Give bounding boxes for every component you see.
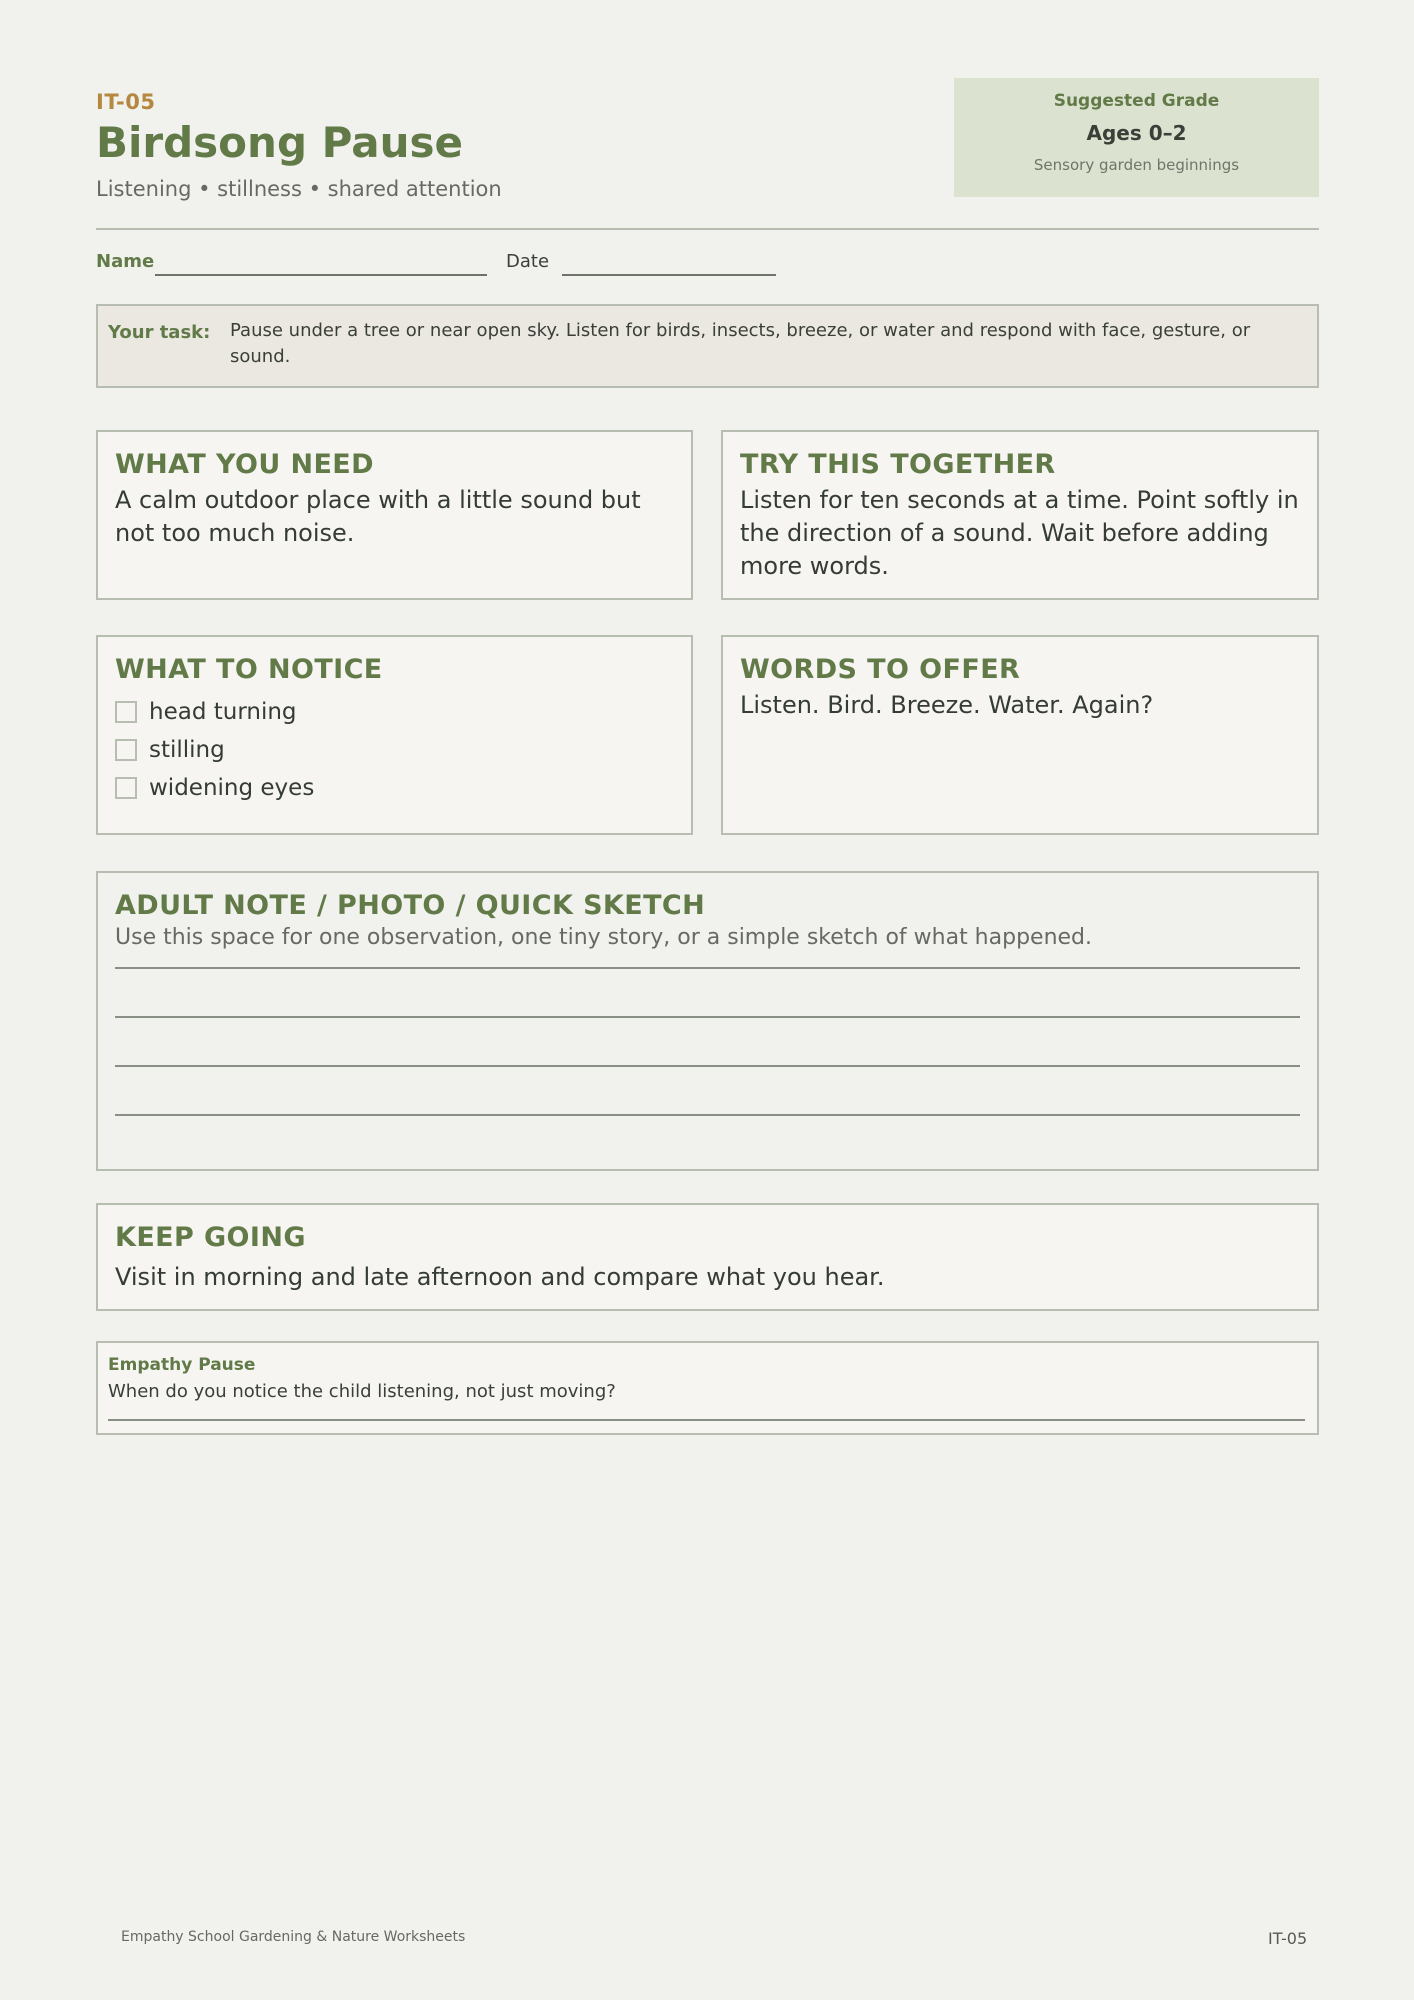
name-field[interactable]: [155, 274, 487, 276]
date-field[interactable]: [562, 274, 776, 276]
checklist-item-label: head turning: [149, 699, 297, 725]
checklist-item: [115, 731, 675, 769]
footer-code: IT-05: [1268, 1929, 1308, 1948]
footer-source: Empathy School Gardening & Nature Worksheets: [121, 1929, 466, 1945]
words-to-offer-card: [721, 635, 1319, 835]
writing-line[interactable]: [115, 1114, 1300, 1116]
try-this-together-card: [721, 430, 1319, 600]
adult-note-box: [96, 871, 1319, 1171]
task-box: [96, 304, 1319, 388]
what-you-need-card: [96, 430, 693, 600]
grade-note: Sensory garden beginnings: [1033, 156, 1240, 174]
checkbox[interactable]: [115, 701, 137, 723]
checkbox[interactable]: [115, 777, 137, 799]
checklist-item: [115, 693, 675, 731]
card-text: Visit in morning and late afternoon and compare what you hear.: [115, 1263, 885, 1291]
grade-box: [954, 78, 1319, 197]
checklist: [115, 693, 675, 807]
card-title: WORDS TO OFFER: [740, 654, 1021, 685]
checklist-item: [115, 769, 675, 807]
empathy-title: Empathy Pause: [108, 1355, 256, 1375]
card-text: Listen for ten seconds at a time. Point softly in the direction of a sound. Wait before adding more words.: [740, 486, 1299, 580]
empathy-prompt: When do you notice the child listening, not just moving?: [108, 1381, 616, 1402]
what-to-notice-card: [96, 635, 693, 835]
page-subtitle: Listening • stillness • shared attention: [96, 177, 502, 201]
note-title: ADULT NOTE / PHOTO / QUICK SKETCH: [115, 890, 706, 921]
card-title: TRY THIS TOGETHER: [740, 449, 1056, 480]
writing-line[interactable]: [115, 1065, 1300, 1067]
card-title: KEEP GOING: [115, 1222, 306, 1253]
worksheet-code: IT-05: [96, 90, 156, 114]
card-text: A calm outdoor place with a little sound but not too much noise.: [115, 486, 641, 547]
date-label: Date: [506, 251, 550, 272]
task-label: Your task:: [108, 322, 211, 343]
card-text: Listen. Bird. Breeze. Water. Again?: [740, 691, 1154, 719]
checkbox[interactable]: [115, 739, 137, 761]
card-title: WHAT YOU NEED: [115, 449, 374, 480]
writing-line[interactable]: [115, 967, 1300, 969]
header-divider: [96, 228, 1319, 230]
keep-going-card: [96, 1203, 1319, 1311]
card-title: WHAT TO NOTICE: [115, 654, 383, 685]
note-instructions: Use this space for one observation, one tiny story, or a simple sketch of what happened.: [115, 925, 1093, 950]
grade-value: Ages 0–2: [1086, 121, 1187, 145]
checklist-item-label: widening eyes: [149, 775, 315, 801]
checklist-item-label: stilling: [149, 737, 225, 763]
empathy-pause-box: [96, 1341, 1319, 1435]
task-text: Pause under a tree or near open sky. Listen for birds, insects, breeze, or water and respond with face, gesture, or sound.: [230, 320, 1251, 367]
name-label: Name: [96, 251, 155, 272]
writing-line[interactable]: [108, 1419, 1305, 1421]
writing-line[interactable]: [115, 1016, 1300, 1018]
grade-label: Suggested Grade: [1053, 91, 1220, 111]
page-title: Birdsong Pause: [96, 118, 464, 167]
